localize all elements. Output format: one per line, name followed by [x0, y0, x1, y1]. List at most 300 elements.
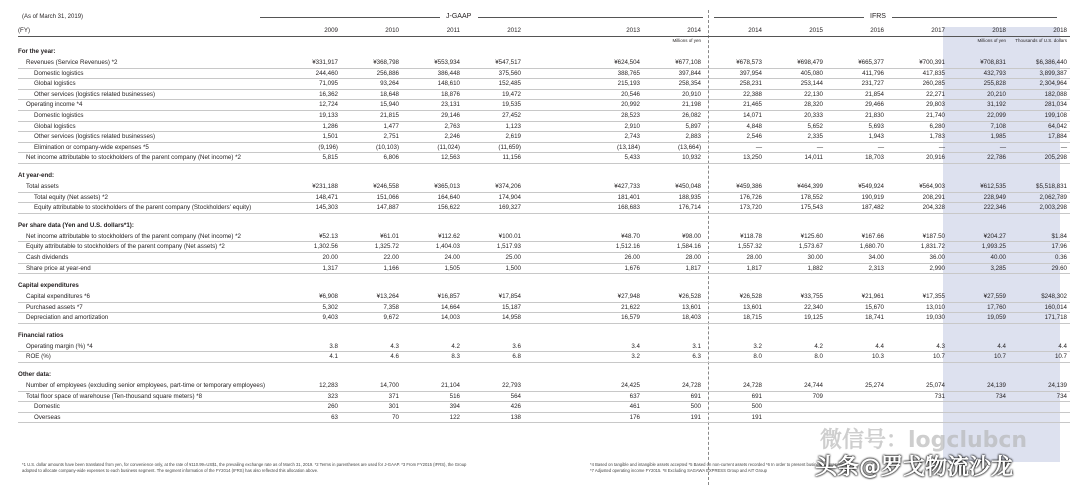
value-cell: 1,501	[280, 132, 341, 143]
value-cell: 258,231	[704, 79, 765, 90]
data-row	[18, 391, 1070, 402]
value-cell	[524, 110, 582, 121]
value-cell: 1,817	[643, 263, 704, 274]
value-cell: 14,003	[402, 313, 463, 324]
value-cell: 1,317	[280, 263, 341, 274]
value-cell	[524, 153, 582, 164]
value-cell: ¥98.00	[643, 232, 704, 242]
section-title-row	[18, 329, 1070, 342]
value-cell: ¥564,903	[887, 182, 948, 192]
value-cell	[948, 412, 1009, 423]
value-cell: 22.00	[341, 252, 402, 263]
value-cell	[765, 402, 826, 413]
unit-label	[341, 37, 402, 46]
row-label: Domestic	[18, 402, 280, 413]
value-cell	[524, 79, 582, 90]
section-title: Financial ratios	[18, 331, 64, 339]
data-row	[18, 352, 1070, 363]
value-cell: 258,354	[643, 79, 704, 90]
value-cell: 5,897	[643, 121, 704, 132]
value-cell: 22,388	[704, 89, 765, 100]
value-cell	[524, 203, 582, 214]
year-header: 2018	[948, 26, 1009, 37]
value-cell: (11,659)	[463, 142, 524, 153]
value-cell	[948, 402, 1009, 413]
value-cell: 3,285	[948, 263, 1009, 274]
value-cell	[524, 402, 582, 413]
value-cell: 21,740	[887, 110, 948, 121]
value-cell: 244,460	[280, 68, 341, 79]
row-label: Net income attributable to stockholders of the parent company (Net income) *2	[18, 232, 280, 242]
value-cell: 171,718	[1009, 313, 1070, 324]
value-cell: 26,082	[643, 110, 704, 121]
data-row	[18, 153, 1070, 164]
unit-label: Millions of yen	[672, 38, 701, 43]
value-cell: 26.00	[582, 252, 643, 263]
row-label: Other services (logistics related businesses)	[18, 132, 280, 143]
row-label: ROE (%)	[18, 352, 280, 363]
data-row	[18, 68, 1070, 79]
value-cell: 301	[341, 402, 402, 413]
value-cell: ¥549,924	[826, 182, 887, 192]
value-cell: —	[704, 142, 765, 153]
value-cell: 10.3	[826, 352, 887, 363]
value-cell: 63	[280, 412, 341, 423]
jgaap-label: J-GAAP	[446, 13, 472, 20]
value-cell: 3,899,387	[1009, 68, 1070, 79]
value-cell: 12,283	[280, 381, 341, 391]
row-label: Total floor space of warehouse (Ten-thousand square meters) *8	[18, 391, 280, 402]
value-cell: ¥100.01	[463, 232, 524, 242]
value-cell: 500	[643, 402, 704, 413]
unit-label	[524, 37, 582, 46]
value-cell: 1,166	[341, 263, 402, 274]
value-cell: 173,720	[704, 203, 765, 214]
data-row	[18, 381, 1070, 391]
jgaap-bracket-right	[478, 17, 703, 18]
value-cell	[887, 412, 948, 423]
row-label: Operating margin (%) *4	[18, 342, 280, 352]
value-cell: 21,465	[704, 100, 765, 111]
value-cell: 25.00	[463, 252, 524, 263]
value-cell: 13,601	[704, 302, 765, 313]
year-header: 2010	[341, 26, 402, 37]
unit-label	[280, 37, 341, 46]
section-title-row	[18, 169, 1070, 182]
value-cell: 4.4	[1009, 342, 1070, 352]
value-cell: 388,765	[582, 68, 643, 79]
value-cell: 12,563	[402, 153, 463, 164]
value-cell: 323	[280, 391, 341, 402]
value-cell	[524, 182, 582, 192]
value-cell: 4.2	[402, 342, 463, 352]
value-cell: 2,990	[887, 263, 948, 274]
value-cell: 1,286	[280, 121, 341, 132]
data-row	[18, 263, 1070, 274]
value-cell: 0.36	[1009, 252, 1070, 263]
value-cell: 691	[643, 391, 704, 402]
value-cell	[524, 132, 582, 143]
value-cell: 20.00	[280, 252, 341, 263]
row-label: Purchased assets *7	[18, 302, 280, 313]
data-row	[18, 252, 1070, 263]
value-cell: 5,302	[280, 302, 341, 313]
value-cell: 36.00	[887, 252, 948, 263]
value-cell: 14,011	[765, 153, 826, 164]
value-cell	[524, 302, 582, 313]
value-cell: 13,250	[704, 153, 765, 164]
data-row	[18, 313, 1070, 324]
data-row	[18, 412, 1070, 423]
value-cell: 20,910	[643, 89, 704, 100]
value-cell: 1,882	[765, 263, 826, 274]
value-cell: 256,886	[341, 68, 402, 79]
value-cell: $1.84	[1009, 232, 1070, 242]
as-of-date: (As of March 31, 2019)	[22, 14, 84, 20]
data-row	[18, 132, 1070, 143]
value-cell: 6,280	[887, 121, 948, 132]
value-cell	[524, 100, 582, 111]
section-title: For the year:	[18, 48, 56, 55]
value-cell: 70	[341, 412, 402, 423]
unit-label	[765, 37, 826, 46]
value-cell: 28,320	[765, 100, 826, 111]
value-cell: 7,108	[948, 121, 1009, 132]
value-cell: 500	[704, 402, 765, 413]
value-cell: 160,014	[1009, 302, 1070, 313]
value-cell	[524, 252, 582, 263]
value-cell: ¥26,528	[643, 292, 704, 302]
value-cell: 22,340	[765, 302, 826, 313]
value-cell: 93,264	[341, 79, 402, 90]
value-cell: —	[887, 142, 948, 153]
value-cell: 15,187	[463, 302, 524, 313]
year-header: 2009	[280, 26, 341, 37]
value-cell: (9,196)	[280, 142, 341, 153]
value-cell: ¥331,917	[280, 58, 341, 68]
footnotes-right: *4 Based on tangible and intangible assets accepted *5 Based on non-current assets recorded *6 In order to present business ... presented *7 Adjusted operating income FY2015. *8 Excluding SAGAWA EXPRESS Group and AIT Group	[590, 462, 848, 473]
section-title-row	[18, 45, 1070, 58]
value-cell: 208,291	[887, 192, 948, 203]
value-cell: 17,884	[1009, 132, 1070, 143]
value-cell: ¥368,798	[341, 58, 402, 68]
value-cell: ¥118.78	[704, 232, 765, 242]
value-cell: 5,652	[765, 121, 826, 132]
value-cell: (13,664)	[643, 142, 704, 153]
value-cell	[524, 292, 582, 302]
value-cell: 148,610	[402, 79, 463, 90]
value-cell: ¥665,377	[826, 58, 887, 68]
value-cell: 5,815	[280, 153, 341, 164]
row-label: Depreciation and amortization	[18, 313, 280, 324]
value-cell: 24,139	[948, 381, 1009, 391]
data-row	[18, 232, 1070, 242]
value-cell: 691	[704, 391, 765, 402]
value-cell: ¥61.01	[341, 232, 402, 242]
value-cell: 1,680.70	[826, 242, 887, 253]
value-cell	[524, 412, 582, 423]
value-cell: 175,543	[765, 203, 826, 214]
row-label: Domestic logistics	[18, 110, 280, 121]
value-cell: 1,302.56	[280, 242, 341, 253]
value-cell: ¥16,857	[402, 292, 463, 302]
value-cell: 1,505	[402, 263, 463, 274]
value-cell: ¥27,559	[948, 292, 1009, 302]
value-cell: 22,793	[463, 381, 524, 391]
value-cell: 3.2	[704, 342, 765, 352]
section-title: Capital expenditures	[18, 282, 79, 290]
value-cell: ¥13,264	[341, 292, 402, 302]
value-cell: 394	[402, 402, 463, 413]
value-cell: 4.6	[341, 352, 402, 363]
value-cell	[524, 342, 582, 352]
value-cell	[524, 391, 582, 402]
value-cell	[826, 402, 887, 413]
value-cell: 30.00	[765, 252, 826, 263]
value-cell: 25,274	[826, 381, 887, 391]
value-cell: 181,401	[582, 192, 643, 203]
value-cell: 4.4	[826, 342, 887, 352]
value-cell: 28.00	[704, 252, 765, 263]
value-cell	[524, 89, 582, 100]
value-cell: ¥459,386	[704, 182, 765, 192]
value-cell: 19,535	[463, 100, 524, 111]
unit-label	[402, 37, 463, 46]
units-label	[18, 37, 280, 46]
section-title: Per share data (Yen and U.S. dollars*1):	[18, 221, 134, 229]
value-cell: 18,876	[402, 89, 463, 100]
year-header: 2013	[582, 26, 643, 37]
value-cell: 731	[887, 391, 948, 402]
value-cell: 29,146	[402, 110, 463, 121]
data-row	[18, 203, 1070, 214]
value-cell: 151,066	[341, 192, 402, 203]
data-row	[18, 142, 1070, 153]
value-cell: 260	[280, 402, 341, 413]
value-cell: 14,664	[402, 302, 463, 313]
value-cell: 13,010	[887, 302, 948, 313]
value-cell: 2,743	[582, 132, 643, 143]
unit-label	[704, 37, 765, 46]
value-cell	[765, 412, 826, 423]
value-cell: 1,584.16	[643, 242, 704, 253]
value-cell: 14,071	[704, 110, 765, 121]
value-cell: 215,193	[582, 79, 643, 90]
value-cell: 13,601	[643, 302, 704, 313]
value-cell: 2,883	[643, 132, 704, 143]
value-cell: (11,024)	[402, 142, 463, 153]
value-cell: 24.00	[402, 252, 463, 263]
ifrs-label: IFRS	[870, 13, 886, 20]
value-cell: 397,954	[704, 68, 765, 79]
value-cell: 3.4	[582, 342, 643, 352]
value-cell: 15,940	[341, 100, 402, 111]
unit-label: Millions of yen	[977, 38, 1006, 43]
footnotes-left: *1 U.S. dollar amounts have been translated from yen, for convenience only, at the rate of ¥110.99=US$1, the prevailing exchange rate as of March 31, 2019. *2 Terms in parentheses are used for J-GAAP. *3 From FY2015 (IFRS), the Group adopted to allocate company-wide expenses to each business segment. The segment information of the FY2014 (IFRS) has also reflected this allocation above.	[22, 462, 467, 473]
value-cell: 71,095	[280, 79, 341, 90]
value-cell: 2,246	[402, 132, 463, 143]
value-cell: 10.7	[948, 352, 1009, 363]
value-cell: 4.2	[765, 342, 826, 352]
value-cell: 8.3	[402, 352, 463, 363]
value-cell: 17.96	[1009, 242, 1070, 253]
value-cell: 9,403	[280, 313, 341, 324]
value-cell: 397,844	[643, 68, 704, 79]
year-header: 2015	[765, 26, 826, 37]
value-cell: 20,546	[582, 89, 643, 100]
value-cell: ¥33,755	[765, 292, 826, 302]
value-cell: 29.60	[1009, 263, 1070, 274]
value-cell: ¥112.62	[402, 232, 463, 242]
value-cell: 255,828	[948, 79, 1009, 90]
section-title-row	[18, 279, 1070, 292]
value-cell: 222,346	[948, 203, 1009, 214]
value-cell	[524, 58, 582, 68]
year-header-row	[18, 26, 1070, 37]
value-cell: 8.0	[765, 352, 826, 363]
row-label: Net income attributable to stockholders of the parent company (Net income) *2	[18, 153, 280, 164]
data-row	[18, 242, 1070, 253]
value-cell: ¥698,479	[765, 58, 826, 68]
value-cell: 176,714	[643, 203, 704, 214]
value-cell: 21,198	[643, 100, 704, 111]
data-row	[18, 402, 1070, 413]
value-cell: 28.00	[643, 252, 704, 263]
data-row	[18, 192, 1070, 203]
value-cell: 734	[1009, 391, 1070, 402]
value-cell: 22,271	[887, 89, 948, 100]
value-cell: 2,763	[402, 121, 463, 132]
value-cell	[1009, 412, 1070, 423]
value-cell: 18,648	[341, 89, 402, 100]
value-cell: 22,099	[948, 110, 1009, 121]
row-label: Elimination or company-wide expenses *5	[18, 142, 280, 153]
year-header: 2011	[402, 26, 463, 37]
value-cell: 1,993.25	[948, 242, 1009, 253]
value-cell: $5,518,831	[1009, 182, 1070, 192]
value-cell: 1,817	[704, 263, 765, 274]
value-cell	[524, 313, 582, 324]
value-cell: 17,760	[948, 302, 1009, 313]
row-label: Domestic logistics	[18, 68, 280, 79]
value-cell: 169,327	[463, 203, 524, 214]
value-cell: 2,003,298	[1009, 203, 1070, 214]
row-label: Total equity (Net assets) *2	[18, 192, 280, 203]
value-cell: 260,285	[887, 79, 948, 90]
unit-label	[826, 37, 887, 46]
value-cell: 25,074	[887, 381, 948, 391]
value-cell: 20,916	[887, 153, 948, 164]
value-cell: 4.1	[280, 352, 341, 363]
value-cell: 5,433	[582, 153, 643, 164]
value-cell: 4.3	[341, 342, 402, 352]
value-cell: 122	[402, 412, 463, 423]
value-cell: 1,123	[463, 121, 524, 132]
value-cell: 734	[948, 391, 1009, 402]
value-cell: 29,466	[826, 100, 887, 111]
value-cell: 3.2	[582, 352, 643, 363]
value-cell: 7,358	[341, 302, 402, 313]
value-cell: 417,835	[887, 68, 948, 79]
value-cell: —	[765, 142, 826, 153]
value-cell: 24,744	[765, 381, 826, 391]
value-cell: 2,335	[765, 132, 826, 143]
section-title: Other data:	[18, 371, 52, 379]
value-cell: 231,727	[826, 79, 887, 90]
value-cell	[826, 391, 887, 402]
row-label: Other services (logistics related businesses)	[18, 89, 280, 100]
data-row	[18, 100, 1070, 111]
data-row	[18, 342, 1070, 352]
row-label: Cash dividends	[18, 252, 280, 263]
section-title-row	[18, 219, 1070, 232]
value-cell: 31,192	[948, 100, 1009, 111]
value-cell: 1,573.67	[765, 242, 826, 253]
year-header: 2017	[887, 26, 948, 37]
row-label: Global logistics	[18, 79, 280, 90]
value-cell: (13,184)	[582, 142, 643, 153]
value-cell: 20,992	[582, 100, 643, 111]
value-cell: 12,724	[280, 100, 341, 111]
value-cell: 10,932	[643, 153, 704, 164]
value-cell: ¥26,528	[704, 292, 765, 302]
value-cell: 18,703	[826, 153, 887, 164]
value-cell: 1,943	[826, 132, 887, 143]
value-cell: 147,887	[341, 203, 402, 214]
value-cell: 24,728	[643, 381, 704, 391]
value-cell: ¥187.50	[887, 232, 948, 242]
value-cell: 64,042	[1009, 121, 1070, 132]
value-cell: 29,803	[887, 100, 948, 111]
row-label: Revenues (Service Revenues) *2	[18, 58, 280, 68]
value-cell	[524, 352, 582, 363]
value-cell: 178,552	[765, 192, 826, 203]
value-cell: 426	[463, 402, 524, 413]
value-cell: 1,500	[463, 263, 524, 274]
value-cell: 1,831.72	[887, 242, 948, 253]
value-cell: ¥374,206	[463, 182, 524, 192]
data-row	[18, 292, 1070, 302]
row-label: Equity attributable to stockholders of the parent company (Net assets) *2	[18, 242, 280, 253]
value-cell: 148,471	[280, 192, 341, 203]
value-cell: ¥624,504	[582, 58, 643, 68]
value-cell: 152,485	[463, 79, 524, 90]
value-cell: ¥700,391	[887, 58, 948, 68]
value-cell: 190,919	[826, 192, 887, 203]
value-cell: 10.7	[887, 352, 948, 363]
value-cell: 6.8	[463, 352, 524, 363]
value-cell: 1,783	[887, 132, 948, 143]
watermark-toutiao: 头条@罗戈物流沙龙	[815, 455, 1014, 480]
value-cell: 24,728	[704, 381, 765, 391]
value-cell: 199,108	[1009, 110, 1070, 121]
value-cell: 2,619	[463, 132, 524, 143]
row-label: Share price at year-end	[18, 263, 280, 274]
year-header: 2016	[826, 26, 887, 37]
value-cell: 21,622	[582, 302, 643, 313]
value-cell: 2,313	[826, 263, 887, 274]
value-cell: 23,131	[402, 100, 463, 111]
year-header	[524, 26, 582, 37]
value-cell: 405,080	[765, 68, 826, 79]
value-cell: 204,328	[887, 203, 948, 214]
value-cell	[524, 263, 582, 274]
financial-data-table	[18, 26, 1070, 423]
value-cell: 19,125	[765, 313, 826, 324]
value-cell: 27,452	[463, 110, 524, 121]
unit-label	[463, 37, 524, 46]
value-cell: 22,786	[948, 153, 1009, 164]
